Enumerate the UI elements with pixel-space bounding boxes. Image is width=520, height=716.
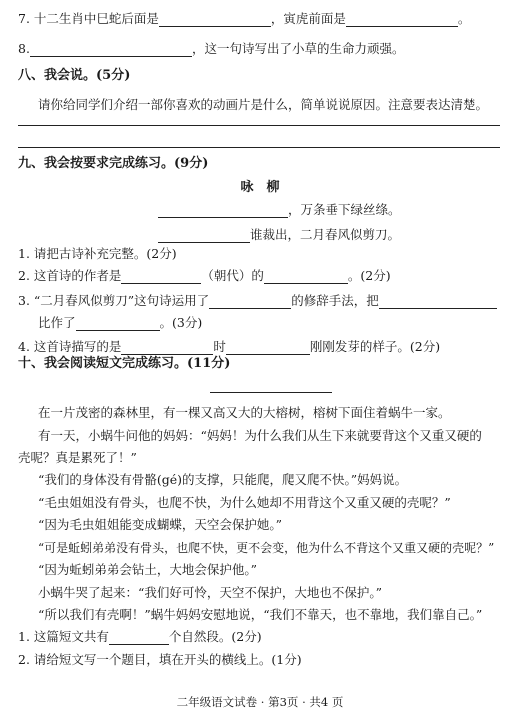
section-9-question-4-text-b: 时	[213, 339, 226, 354]
section-9-question-3-text-b: 的修辞手法，把	[291, 293, 379, 308]
answer-blank[interactable]	[226, 342, 310, 355]
question-8-text-a: 8.	[18, 41, 30, 56]
section-9-question-3-continued	[38, 315, 202, 331]
section-8-title: 八、我会说。(5分)	[18, 68, 131, 83]
story-paragraph: 小蜗牛哭了起来：“我们好可怜，天空不保护，大地也不保护。”	[38, 585, 383, 600]
poem-line-1-text: ，万条垂下绿丝绦。	[288, 202, 401, 217]
page-footer: 二年级语文试卷 · 第3页 · 共4 页	[176, 695, 344, 709]
section-9-title: 九、我会按要求完成练习。(9分)	[18, 156, 209, 171]
question-8	[18, 41, 404, 57]
section-8-instruction: 请你给同学们介绍一部你喜欢的动画片是什么，简单说说原因。注意要表达清楚。	[38, 97, 489, 112]
question-7-text-a: 7. 十二生肖中巳蛇后面是	[18, 11, 159, 26]
section-9-question-4	[18, 339, 440, 355]
answer-blank[interactable]	[159, 14, 271, 27]
answer-blank[interactable]	[379, 296, 497, 309]
answer-blank[interactable]	[109, 632, 169, 645]
section-9-question-4-text-c: 刚刚发芽的样子。(2分)	[309, 339, 441, 354]
story-title-blank[interactable]	[210, 392, 332, 393]
story-paragraph: “因为毛虫姐姐能变成蝴蝶，天空会保护她。”	[38, 517, 283, 532]
poem-line-1	[158, 202, 401, 218]
section-10-question-2: 2. 请给短文写一个题目，填在开头的横线上。(1分)	[18, 652, 302, 667]
writing-line[interactable]	[18, 125, 500, 126]
section-9-question-4-text-a: 4. 这首诗描写的是	[18, 339, 122, 354]
answer-blank[interactable]	[76, 318, 160, 331]
answer-blank[interactable]	[264, 271, 348, 284]
question-7-text-b: ，寅虎前面是	[270, 11, 346, 26]
poem-line-2	[158, 227, 400, 243]
section-9-question-1: 1. 请把古诗补充完整。(2分)	[18, 246, 177, 261]
section-9-question-2-text-b: （朝代）的	[201, 268, 264, 283]
story-paragraph: “所以我们有壳啊！”蜗牛妈妈安慰地说，“我们不靠天，也不靠地，我们靠自己。”	[38, 607, 483, 622]
answer-blank[interactable]	[30, 44, 192, 57]
answer-blank[interactable]	[209, 296, 291, 309]
section-10-question-1-text-b: 个自然段。(2分)	[168, 629, 262, 644]
writing-line[interactable]	[18, 147, 500, 148]
section-9-question-3-text-d: 。(3分)	[159, 315, 203, 330]
poem-title: 咏 柳	[240, 180, 280, 195]
section-9-question-3-text-a: 3. “二月春风似剪刀”这句诗运用了	[18, 293, 210, 308]
story-paragraph: 壳呢？真是累死了！”	[18, 450, 137, 465]
question-8-text-b: ，这一句诗写出了小草的生命力顽强。	[191, 41, 405, 56]
question-7-text-c: 。	[457, 11, 471, 26]
story-paragraph: “我们的身体没有骨骼(gé)的支撑，只能爬，爬又爬不快。”妈妈说。	[38, 472, 408, 487]
story-paragraph: “可是蚯蚓弟弟没有骨头，也爬不快，更不会变，他为什么不背这个又重又硬的壳呢？”	[38, 541, 495, 555]
story-paragraph: “毛虫姐姐没有骨头，也爬不快，为什么她却不用背这个又重又硬的壳呢？”	[38, 495, 451, 510]
section-10-title: 十、我会阅读短文完成练习。(11分)	[18, 356, 231, 371]
answer-blank[interactable]	[346, 14, 458, 27]
section-9-question-2-text-a: 2. 这首诗的作者是	[18, 268, 122, 283]
story-paragraph: 在一片茂密的森林里，有一棵又高又大的大榕树，榕树下面住着蜗牛一家。	[38, 405, 451, 420]
section-10-question-1	[18, 629, 262, 645]
poem-line-2-text: 谁裁出，二月春风似剪刀。	[250, 227, 401, 242]
story-paragraph: 有一天，小蜗牛问他的妈妈：“妈妈！为什么我们从生下来就要背这个又重又硬的	[38, 428, 482, 443]
answer-blank[interactable]	[158, 230, 250, 243]
section-9-question-3	[18, 293, 497, 309]
section-9-question-2-text-c: 。(2分)	[347, 268, 391, 283]
answer-blank[interactable]	[121, 271, 201, 284]
section-10-question-1-text-a: 1. 这篇短文共有	[18, 629, 109, 644]
story-paragraph: “因为蚯蚓弟弟会钻土，大地会保护他。”	[38, 562, 258, 577]
question-7	[18, 11, 470, 27]
section-9-question-3-text-c: 比作了	[38, 315, 76, 330]
answer-blank[interactable]	[121, 342, 213, 355]
section-9-question-2	[18, 268, 391, 284]
answer-blank[interactable]	[158, 205, 288, 218]
